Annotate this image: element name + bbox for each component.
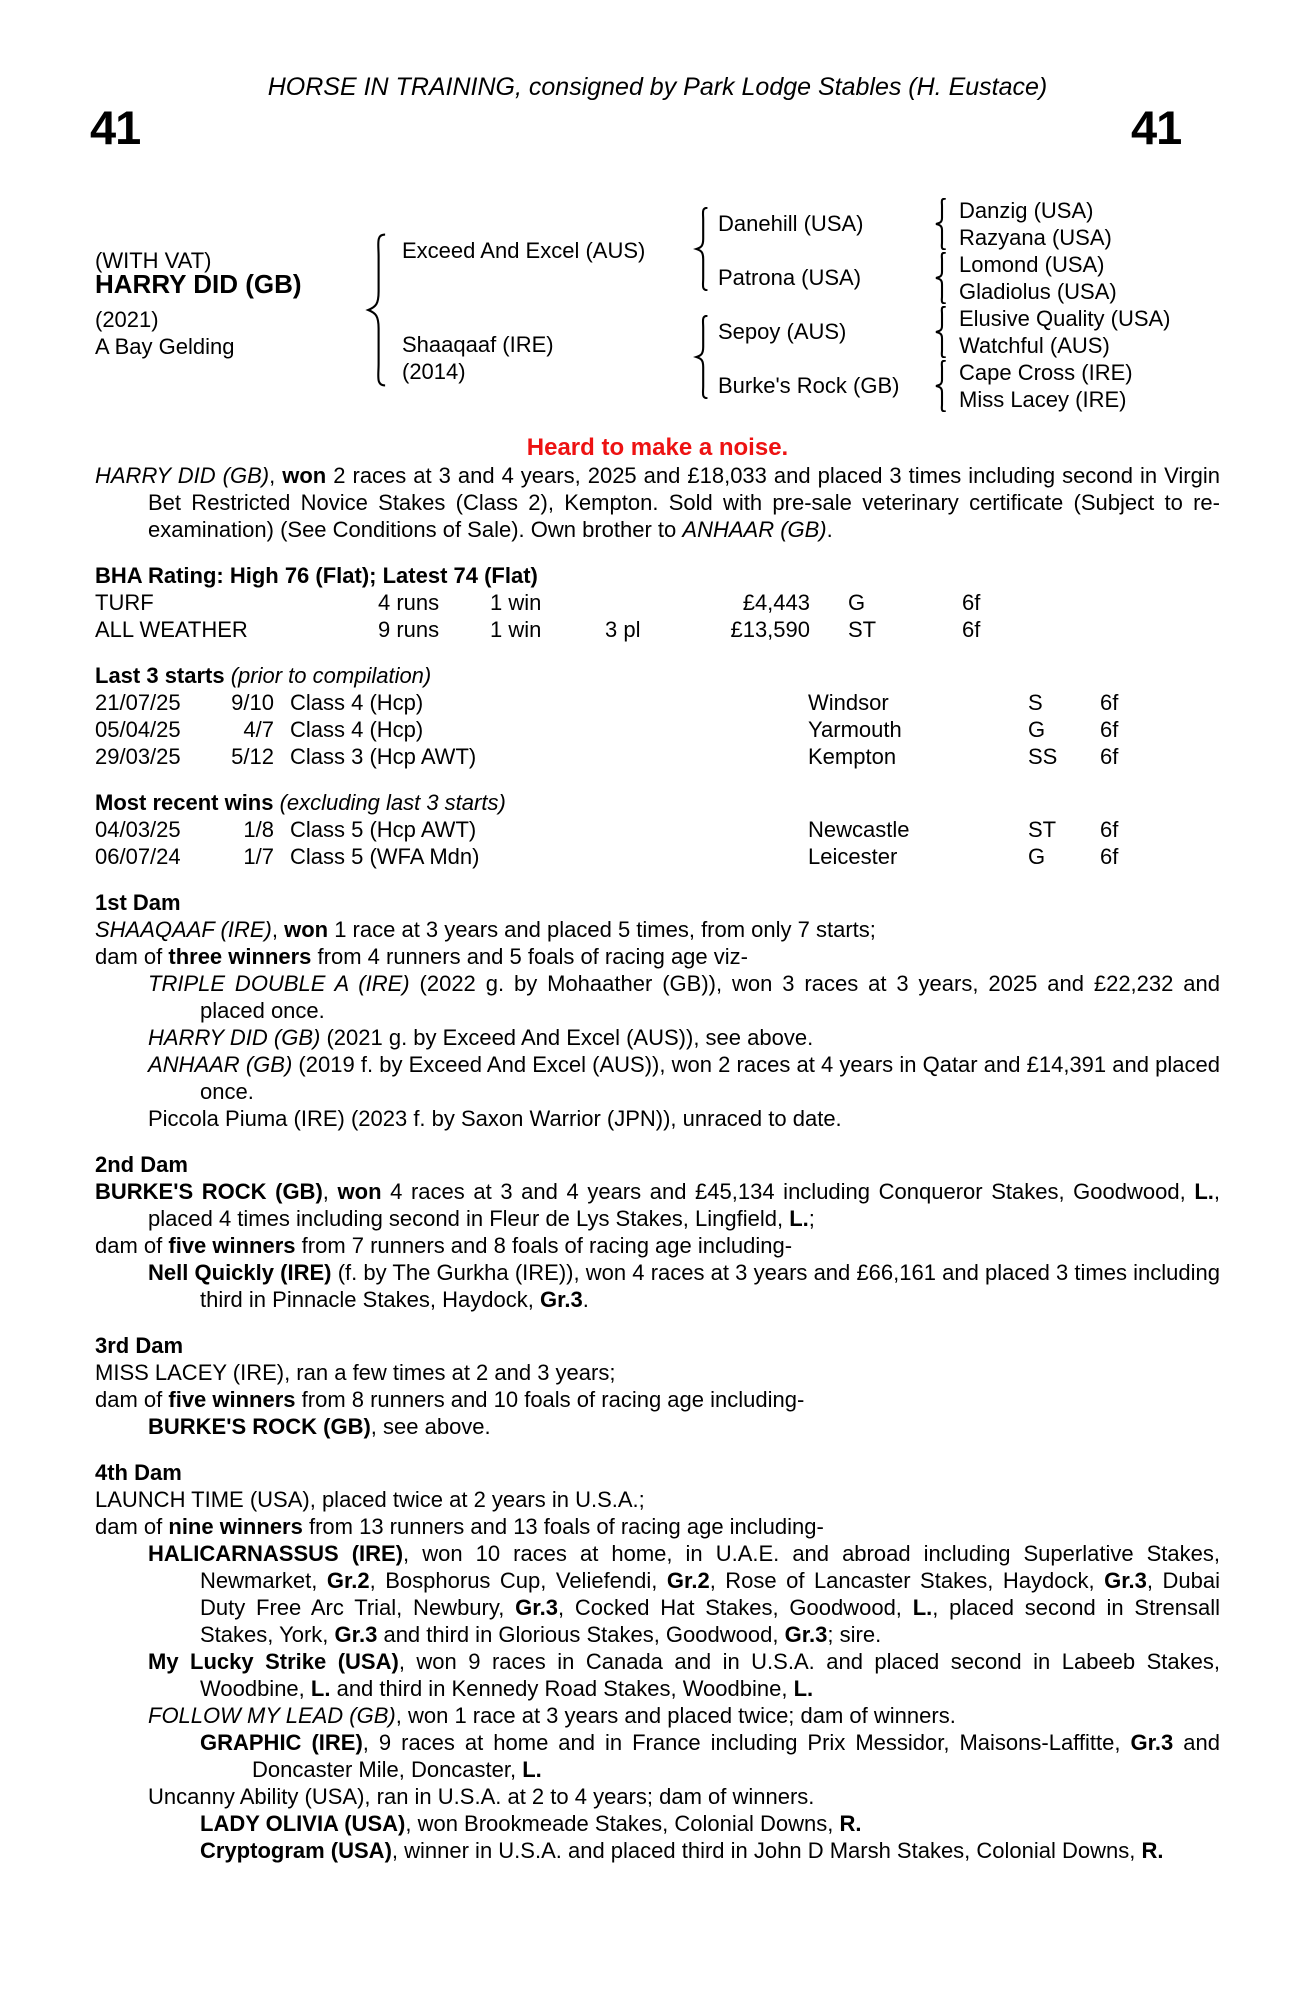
race-distance: 6f <box>1100 744 1119 769</box>
race-going: S <box>1028 690 1043 715</box>
dam-year: (2014) <box>402 359 466 384</box>
produce-paragraph: Cryptogram (USA), winner in U.S.A. and placed third in John D Marsh Stakes, Colonial Downs, R. <box>200 1838 1164 1863</box>
produce-paragraph: Uncanny Ability (USA), ran in U.S.A. at 2 to 4 years; dam of winners. <box>148 1784 815 1809</box>
wins: 1 win <box>490 590 542 615</box>
pedigree-brace-icon <box>933 198 948 250</box>
race-course: Kempton <box>808 744 897 769</box>
last-3-starts-heading <box>95 662 1220 689</box>
distance: 6f <box>962 617 981 642</box>
distance: 6f <box>962 590 981 615</box>
race-row <box>95 816 1220 843</box>
pedigree-brace-icon <box>363 233 389 387</box>
race-date: 04/03/25 <box>95 817 181 842</box>
dam-heading: 3rd Dam <box>95 1333 184 1358</box>
race-row <box>95 743 1220 770</box>
dam-paragraph: dam of five winners from 8 runners and 10 foals of racing age including- <box>95 1387 805 1412</box>
pedigree-brace-icon <box>933 252 948 304</box>
sire-sire: Danehill (USA) <box>718 211 864 236</box>
foaling-year: (2021) <box>95 307 159 332</box>
dam-paragraph: BURKE'S ROCK (GB), won 4 races at 3 and 4 years and £45,134 including Conqueror Stakes, Goodwood, L., placed 4 times including second in Fleur de Lys Stakes, Lingfield, L.; <box>95 1179 1220 1231</box>
sire-name: Exceed And Excel (AUS) <box>402 238 646 263</box>
gg-sire-sire-sire: Danzig (USA) <box>959 198 1094 223</box>
dam-heading: 2nd Dam <box>95 1152 188 1177</box>
race-course: Newcastle <box>808 817 910 842</box>
race-date: 21/07/25 <box>95 690 181 715</box>
race-distance: 6f <box>1100 817 1119 842</box>
surface: TURF <box>95 590 154 615</box>
dam-paragraph: dam of nine winners from 13 runners and 13 foals of racing age including- <box>95 1514 824 1539</box>
race-class: Class 5 (WFA Mdn) <box>290 844 480 869</box>
race-going: SS <box>1028 744 1058 769</box>
dam-heading: 4th Dam <box>95 1460 182 1485</box>
produce-paragraph: HARRY DID (GB) (2021 g. by Exceed And Excel (AUS)), see above. <box>148 1025 814 1050</box>
gg-dam-dam-sire: Cape Cross (IRE) <box>959 360 1133 385</box>
most-recent-wins-heading <box>95 789 1220 816</box>
dam-paragraph: dam of three winners from 4 runners and 5 foals of racing age viz- <box>95 944 748 969</box>
gg-sire-sire-dam: Razyana (USA) <box>959 225 1112 250</box>
produce-paragraph: ANHAAR (GB) (2019 f. by Exceed And Excel (AUS)), won 2 races at 4 years in Qatar and £14,391 and placed once. <box>148 1052 1220 1104</box>
going: ST <box>848 617 877 642</box>
race-course: Windsor <box>808 690 889 715</box>
race-position: 5/12 <box>231 744 274 769</box>
gg-dam-dam-dam: Miss Lacey (IRE) <box>959 387 1127 412</box>
prize-money: £13,590 <box>730 617 810 642</box>
race-class: Class 3 (Hcp AWT) <box>290 744 477 769</box>
race-going: ST <box>1028 817 1057 842</box>
pedigree-brace-icon <box>933 360 948 412</box>
last-3-starts <box>95 662 1220 770</box>
race-distance: 6f <box>1100 717 1119 742</box>
consignor-line: HORSE IN TRAINING, consigned by Park Lodge Stables (H. Eustace) <box>267 73 1048 101</box>
race-going: G <box>1028 717 1046 742</box>
surface: ALL WEATHER <box>95 617 248 642</box>
bha-heading: BHA Rating: High 76 (Flat); Latest 74 (Flat) <box>95 563 538 588</box>
dam-name: Shaaqaaf (IRE) <box>402 332 554 357</box>
runs: 9 runs <box>378 617 440 642</box>
dam-paragraph: SHAAQAAF (IRE), won 1 race at 3 years and placed 5 times, from only 7 starts; <box>95 917 876 942</box>
going: G <box>848 590 866 615</box>
first-dam-section <box>95 889 1220 1132</box>
race-distance: 6f <box>1100 844 1119 869</box>
race-row <box>95 689 1220 716</box>
heading-italic: (prior to compilation) <box>230 663 432 688</box>
lot-number-right: 41 <box>1131 101 1182 154</box>
most-recent-wins <box>95 789 1220 870</box>
pedigree-brace-icon <box>693 315 710 399</box>
places: 3 pl <box>605 617 641 642</box>
race-position: 4/7 <box>243 717 274 742</box>
dam-paragraph: MISS LACEY (IRE), ran a few times at 2 and 3 years; <box>95 1360 616 1385</box>
race-date: 06/07/24 <box>95 844 181 869</box>
race-class: Class 5 (Hcp AWT) <box>290 817 477 842</box>
gg-dam-sire-dam: Watchful (AUS) <box>959 333 1110 358</box>
horse-name: HARRY DID (GB) <box>95 269 302 299</box>
produce-paragraph: Piccola Piuma (IRE) (2023 f. by Saxon Warrior (JPN)), unraced to date. <box>148 1106 842 1131</box>
produce-paragraph: FOLLOW MY LEAD (GB), won 1 race at 3 years and placed twice; dam of winners. <box>148 1703 956 1728</box>
race-date: 05/04/25 <box>95 717 181 742</box>
dam-dam: Burke's Rock (GB) <box>718 373 900 398</box>
produce-paragraph: BURKE'S ROCK (GB), see above. <box>148 1414 491 1439</box>
third-dam-section <box>95 1332 1220 1440</box>
race-position: 9/10 <box>231 690 274 715</box>
race-class: Class 4 (Hcp) <box>290 690 424 715</box>
race-distance: 6f <box>1100 690 1119 715</box>
pedigree-table <box>95 183 1220 418</box>
race-course: Leicester <box>808 844 898 869</box>
race-row <box>95 843 1220 870</box>
vat-note: (WITH VAT) <box>95 248 212 273</box>
sire-dam: Patrona (USA) <box>718 265 862 290</box>
heading-bold: Most recent wins <box>95 790 280 815</box>
produce-paragraph: HALICARNASSUS (IRE), won 10 races at home, in U.A.E. and abroad including Superlative Stakes, Newmarket, Gr.2, Bosphorus Cup, Veliefendi, Gr.2, Rose of Lancaster Stakes, Haydock, Gr.3, Dubai Duty Free Arc Trial, Newbury, Gr.3, Cocked Hat Stakes, Goodwood, L., placed second in Strensall Stakes, York, Gr.3 and third in Glorious Stakes, Goodwood, Gr.3; sire. <box>148 1541 1220 1647</box>
bha-summary <box>95 562 1220 643</box>
runs: 4 runs <box>378 590 440 615</box>
wins: 1 win <box>490 617 542 642</box>
dam-paragraph: LAUNCH TIME (USA), placed twice at 2 years in U.S.A.; <box>95 1487 645 1512</box>
race-course: Yarmouth <box>808 717 902 742</box>
produce-paragraph: Nell Quickly (IRE) (f. by The Gurkha (IRE)), won 4 races at 3 years and £66,161 and placed 3 times including third in Pinnacle Stakes, Haydock, Gr.3. <box>148 1260 1220 1312</box>
produce-paragraph: GRAPHIC (IRE), 9 races at home and in France including Prix Messidor, Maisons-Laffitte, Gr.3 and Doncaster Mile, Doncaster, L. <box>200 1730 1220 1782</box>
produce-paragraph: LADY OLIVIA (USA), won Brookmeade Stakes, Colonial Downs, R. <box>200 1811 862 1836</box>
prize-money: £4,443 <box>742 590 810 615</box>
race-position: 1/7 <box>243 844 274 869</box>
lot-number-left: 41 <box>90 101 141 154</box>
body-column <box>95 72 1220 1864</box>
produce-paragraph: My Lucky Strike (USA), won 9 races in Canada and in U.S.A. and placed second in Labeeb Stakes, Woodbine, L. and third in Kennedy Road Stakes, Woodbine, L. <box>148 1649 1220 1701</box>
fourth-dam-section <box>95 1459 1220 1864</box>
sex-colour: A Bay Gelding <box>95 334 235 359</box>
description-paragraph: HARRY DID (GB), won 2 races at 3 and 4 years, 2025 and £18,033 and placed 3 times including second in Virgin Bet Restricted Novice Stakes (Class 2), Kempton. Sold with pre-sale veterinary certificate (Subject to re-examination) (See Conditions of Sale). Own brother to ANHAAR (GB). <box>95 463 1220 542</box>
race-row <box>95 716 1220 743</box>
second-dam-section <box>95 1151 1220 1313</box>
dam-sire: Sepoy (AUS) <box>718 319 847 344</box>
bha-row <box>95 589 1220 616</box>
dam-paragraph: dam of five winners from 7 runners and 8 foals of racing age including- <box>95 1233 793 1258</box>
race-going: G <box>1028 844 1046 869</box>
produce-paragraph: TRIPLE DOUBLE A (IRE) (2022 g. by Mohaather (GB)), won 3 races at 3 years, 2025 and £22,232 and placed once. <box>148 971 1220 1023</box>
gg-dam-sire-sire: Elusive Quality (USA) <box>959 306 1171 331</box>
bha-row <box>95 616 1220 643</box>
race-position: 1/8 <box>243 817 274 842</box>
gg-sire-dam-dam: Gladiolus (USA) <box>959 279 1117 304</box>
pedigree-brace-icon <box>933 306 948 358</box>
race-date: 29/03/25 <box>95 744 181 769</box>
tagline: Heard to make a noise. <box>526 434 789 461</box>
race-class: Class 4 (Hcp) <box>290 717 424 742</box>
gg-sire-dam-sire: Lomond (USA) <box>959 252 1105 277</box>
dam-heading: 1st Dam <box>95 890 181 915</box>
pedigree-brace-icon <box>693 207 710 291</box>
heading-bold: Last 3 starts <box>95 663 231 688</box>
heading-italic: (excluding last 3 starts) <box>279 790 506 815</box>
